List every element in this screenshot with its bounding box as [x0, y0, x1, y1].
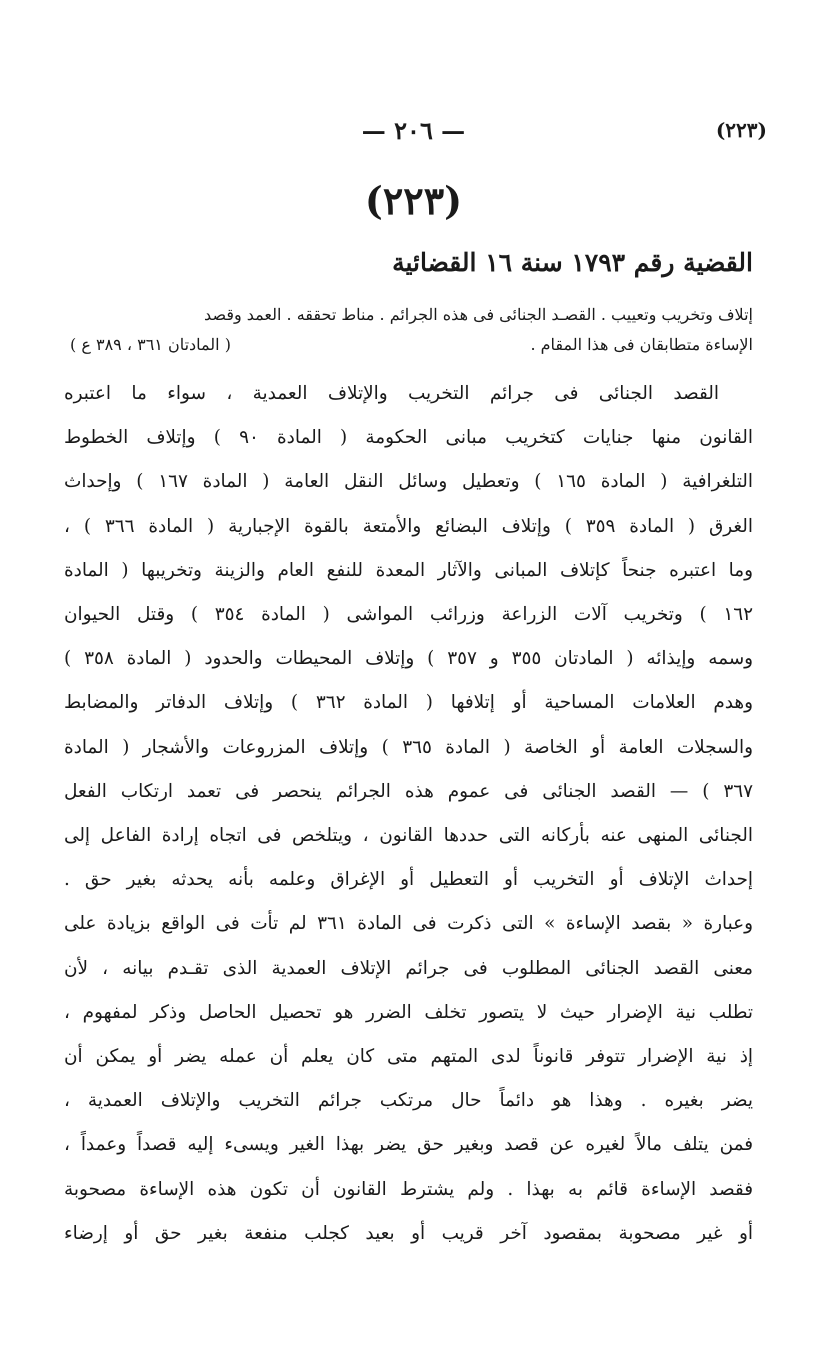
body-line: القانون منها جنايات كتخريب مبانى الحكومة ( المادة ٩٠ ) وإتلاف الخطوط	[64, 427, 753, 449]
body-line: التلغرافية ( المادة ١٦٥ ) وتعطيل وسائل النقل العامة ( المادة ١٦٧ ) وإحداث	[64, 471, 753, 493]
body-line: القصد الجنائى فى جرائم التخريب والإتلاف العمدية ، سواء ما اعتبره	[64, 383, 719, 404]
body-line: وهدم العلامات المساحية أو إتلافها ( المادة ٣٦٢ ) وإتلاف الدفاتر والمضابط	[64, 692, 753, 714]
summary-text-2: الإساءة متطابقان فى هذا المقام .	[530, 335, 753, 354]
body-line: وعبارة « بقصد الإساءة » التى ذكرت فى المادة ٣٦١ لم تأت فى الواقع بزيادة على	[64, 913, 753, 935]
body-line: إحداث الإتلاف أو التخريب أو التعطيل أو الإغراق وعلمه بأنه يحدثه بغير حق .	[64, 869, 753, 891]
body-line: وسمه وإيذائه ( المادتان ٣٥٥ و ٣٥٧ ) وإتلاف المحيطات والحدود ( المادة ٣٥٨ )	[64, 648, 753, 670]
body-line: فمن يتلف مالاً لغيره عن قصد وبغير حق يضر بهذا الغير ويسىء إليه قصداً وعمداً ،	[64, 1134, 753, 1156]
body-line: إذ نية الإضرار تتوفر قانوناً لدى المتهم متى كان يعلم أن عمله يضر أو يمكن أن	[64, 1046, 753, 1068]
body-line: أو غير مصحوبة بمقصود آخر قريب أو بعيد كجلب منفعة بغير حق أو إرضاء	[64, 1222, 753, 1244]
body-line: يضر بغيره . وهذا هو دائماً حال مرتكب جرائم التخريب والإتلاف العمدية ،	[64, 1090, 753, 1112]
body-line: فقصد الإساءة قائم به بهذا . ولم يشترط القانون أن تكون هذه الإساءة مصحوبة	[64, 1178, 753, 1200]
body-line: معنى القصد الجنائى المطلوب فى جرائم الإتلاف العمدية الذى تقـدم بيانه ، لأن	[64, 957, 753, 979]
body-line: وما اعتبره جنحاً كإتلاف المبانى والآثار المعدة للنفع العام والزينة وتخريبها ( المادة	[64, 559, 753, 581]
case-citation: القضية رقم ١٧٩٣ سنة ١٦ القضائية	[392, 248, 753, 277]
body-line: ٣٦٧ ) — القصد الجنائى فى عموم هذه الجرائم ينحصر فى تعمد ارتكاب الفعل	[64, 780, 753, 802]
body-line: الجنائى المنهى عنه بأركانه التى حددها القانون ، ويتلخص فى اتجاه إرادة الفاعل إلى	[64, 825, 753, 847]
body-line: تطلب نية الإضرار حيث لا يتصور تخلف الضرر هو تحصيل الحاصل وذكر لمفهوم ،	[64, 1001, 753, 1023]
body-line: ١٦٢ ) وتخريب آلات الزراعة وزرائب المواشى ( المادة ٣٥٤ ) وقتل الحيوان	[64, 604, 753, 626]
case-number-heading: (٢٢٣)	[364, 178, 463, 223]
summary-articles: ( المادتان ٣٦١ ، ٣٨٩ ع )	[70, 335, 231, 354]
summary-text-1: إتلاف وتخريب وتعييب . القصـد الجنائى فى هذه الجرائم . مناط تحققه . العمد وقصد	[204, 305, 753, 324]
case-summary	[70, 300, 753, 360]
ruling-body	[64, 372, 753, 1256]
page-header	[60, 116, 767, 150]
summary-line	[70, 330, 753, 360]
summary-line	[70, 300, 753, 330]
body-line: والسجلات العامة أو الخاصة ( المادة ٣٦٥ ) وإتلاف المزروعات والأشجار ( المادة	[64, 736, 753, 758]
body-line: الغرق ( المادة ٣٥٩ ) وإتلاف البضائع والأمتعة بالقوة الإجبارية ( المادة ٣٦٦ ) ،	[64, 515, 753, 537]
running-case-number: (٢٢٣)	[715, 118, 767, 142]
page-number: — ٢٠٦ —	[361, 116, 466, 145]
